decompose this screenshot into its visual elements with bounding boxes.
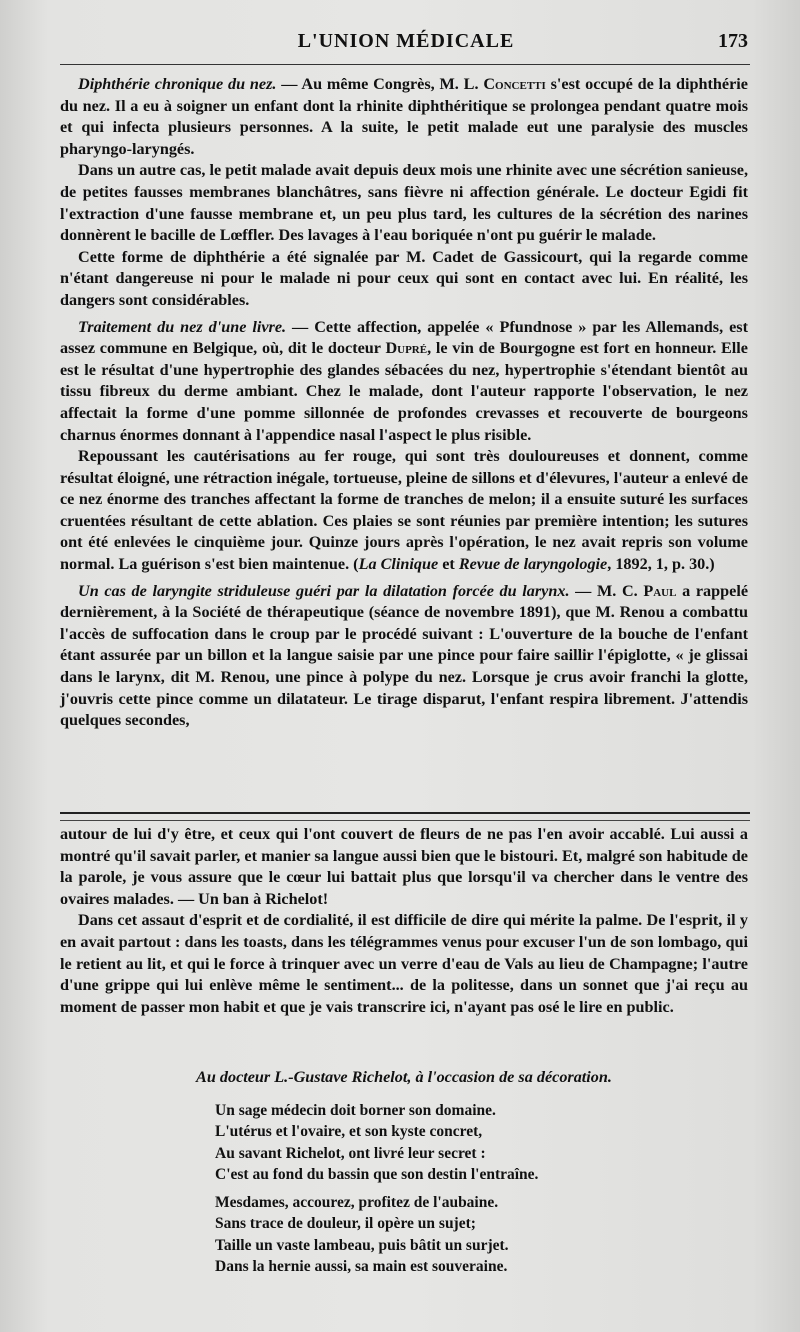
feuilleton-separator: [60, 812, 750, 821]
poem-line: L'utérus et l'ovaire, et son kyste concret,: [215, 1123, 483, 1141]
paragraph: Repoussant les cautérisations au fer rouge, qui sont très douloureuses et donnent, comme résultat éloigné, une rétraction inégale, tortueuse, pleine de sillons et d'élevures, l'auteur a enlevé de ce nez énorme des tranches affectant la forme de tranches de melon; il a ensuite suturé les surfaces cruentées résultant de cette ablation. Ces plaies se sont réunies par première intention; les sutures ont été enlevées le cinquième jour. Quinze jours après l'opération, le nez avait repris son volume normal. La guérison s'est bien maintenue. (La Clinique et Revue de laryngologie, 1892, 1, p. 30.): [60, 447, 748, 574]
journal-reference: La Clinique: [358, 555, 439, 574]
page-header: [64, 30, 748, 58]
poem-line: Au savant Richelot, ont livré leur secret :: [215, 1144, 486, 1162]
paragraph: Cette forme de diphthérie a été signalée par M. Cadet de Gassicourt, qui la regarde comme n'étant dangereuse ni pour le malade ni pour ceux qui sont en contact avec lui. En réalité, les dangers sont considérables.: [60, 247, 748, 309]
page-number: 173: [718, 30, 748, 52]
poem-line: Mesdames, accourez, profitez de l'aubaine.: [215, 1194, 499, 1211]
header-rule: [60, 64, 750, 65]
author-name: Dupré: [385, 339, 428, 358]
poem-stanza-2: [215, 1192, 735, 1277]
poem-line: C'est au fond du bassin que son destin l'entraîne.: [215, 1165, 539, 1183]
journal-title: L'UNION MÉDICALE: [297, 30, 515, 52]
article-diphtheria: Diphthérie chronique du nez. — Au même Congrès, M. L. Concetti s'est occupé de la diphthérie du nez. Il a eu à soigner un enfant dont la rhinite diphthéritique se prolongea pendant quatre mois et qui infecta plusieurs personnes. A la suite, le petit malade eut une paralysie des muscles pharyngo-laryngés.: [60, 75, 748, 158]
author-name: Paul: [643, 581, 677, 600]
poem-title: Au docteur L.-Gustave Richelot, à l'occasion de sa décoration.: [196, 1068, 612, 1086]
journal-reference: Revue de laryngologie: [458, 555, 608, 574]
article-heading: Un cas de laryngite striduleuse guéri par la dilatation forcée du larynx.: [78, 581, 570, 600]
poem-line: Dans la hernie aussi, sa main est souveraine.: [215, 1257, 508, 1275]
upper-column: [60, 74, 748, 732]
poem-line: Sans trace de douleur, il opère un sujet;: [215, 1215, 476, 1233]
article-heading: Traitement du nez d'une livre.: [78, 317, 287, 336]
paragraph: Dans un autre cas, le petit malade avait depuis deux mois une rhinite avec une sécrétion sanieuse, de petites fausses membranes blanchâtres, sans fièvre ni affection générale. Le docteur Egidi fit l'extraction d'une fausse membrane et, un peu plus tard, les cultures de la sécrétion des narines donnèrent le bacille de Lœffler. Des lavages à l'eau boriquée n'ont pu guérir le malade.: [60, 161, 748, 245]
article-heading: Diphthérie chronique du nez.: [78, 75, 277, 93]
lower-column: [60, 824, 748, 1018]
article-nose-treatment: Traitement du nez d'une livre. — Cette affection, appelée « Pfundnose » par les Allemands, est assez commune en Belgique, où, dit le docteur Dupré, le vin de Bourgogne est fort en honneur. Elle est le résultat d'une hypertrophie des glandes sébacées du nez, hypertrophie s'étendant bientôt au tissu fibreux du derme ambiant. Chez le malade, dont l'auteur rapporte l'observation, le nez affectait la forme d'une pomme sillonnée de profondes crevasses et recouverte de bourgeons charnus énormes donnant à l'appendice nasal l'aspect le plus risible.: [60, 317, 748, 444]
poem-stanza-1: [215, 1100, 735, 1185]
poem-line: Taille un vaste lambeau, puis bâtit un surjet.: [215, 1236, 509, 1254]
author-name: Concetti: [483, 75, 546, 93]
poem-line: Un sage médecin doit borner son domaine.: [215, 1102, 496, 1119]
paragraph: autour de lui d'y être, et ceux qui l'ont couvert de fleurs de ne pas l'en avoir accablé. Lui aussi a montré qu'il savait parler, et manier sa langue aussi bien que le bistouri. Et, malgré son habitude de la parole, je vous assure que le cœur lui battait plus que lorsqu'il va chercher dans le ventre des ovaires malades. — Un ban à Richelot!: [60, 825, 748, 908]
paragraph: Dans cet assaut d'esprit et de cordialité, il est difficile de dire qui mérite la palme. De l'esprit, il y en avait partout : dans les toasts, dans les télégrammes venus pour excuser l'un de son lombago, qui le retient au lit, et qui le force à trinquer avec un verre d'eau de Vals au lieu de Champagne; l'autre d'une grippe qui lui enlève même le sentiment... de la politesse, dans un sonnet que j'ai reçu au moment de passer mon habit et que je vais transcrire ici, n'ayant pas osé le lire en public.: [60, 911, 748, 1016]
article-laryngitis: Un cas de laryngite striduleuse guéri par la dilatation forcée du larynx. — M. C. Paul a rappelé dernièrement, à la Société de thérapeutique (séance de novembre 1891), que M. Renou a combattu l'accès de suffocation dans le croup par le procédé suivant : L'ouverture de la bouche de l'enfant étant assurée par un billon et la langue saisie par une pince pour faire saillir l'épiglotte, « je glissai dans le larynx, dit M. Renou, une pince à polype du nez. Lorsque je crus avoir franchi la glotte, j'ouvris cette pince comme un dilatateur. Le tirage disparut, l'enfant respira librement. J'attendis quelques secondes,: [60, 581, 749, 730]
